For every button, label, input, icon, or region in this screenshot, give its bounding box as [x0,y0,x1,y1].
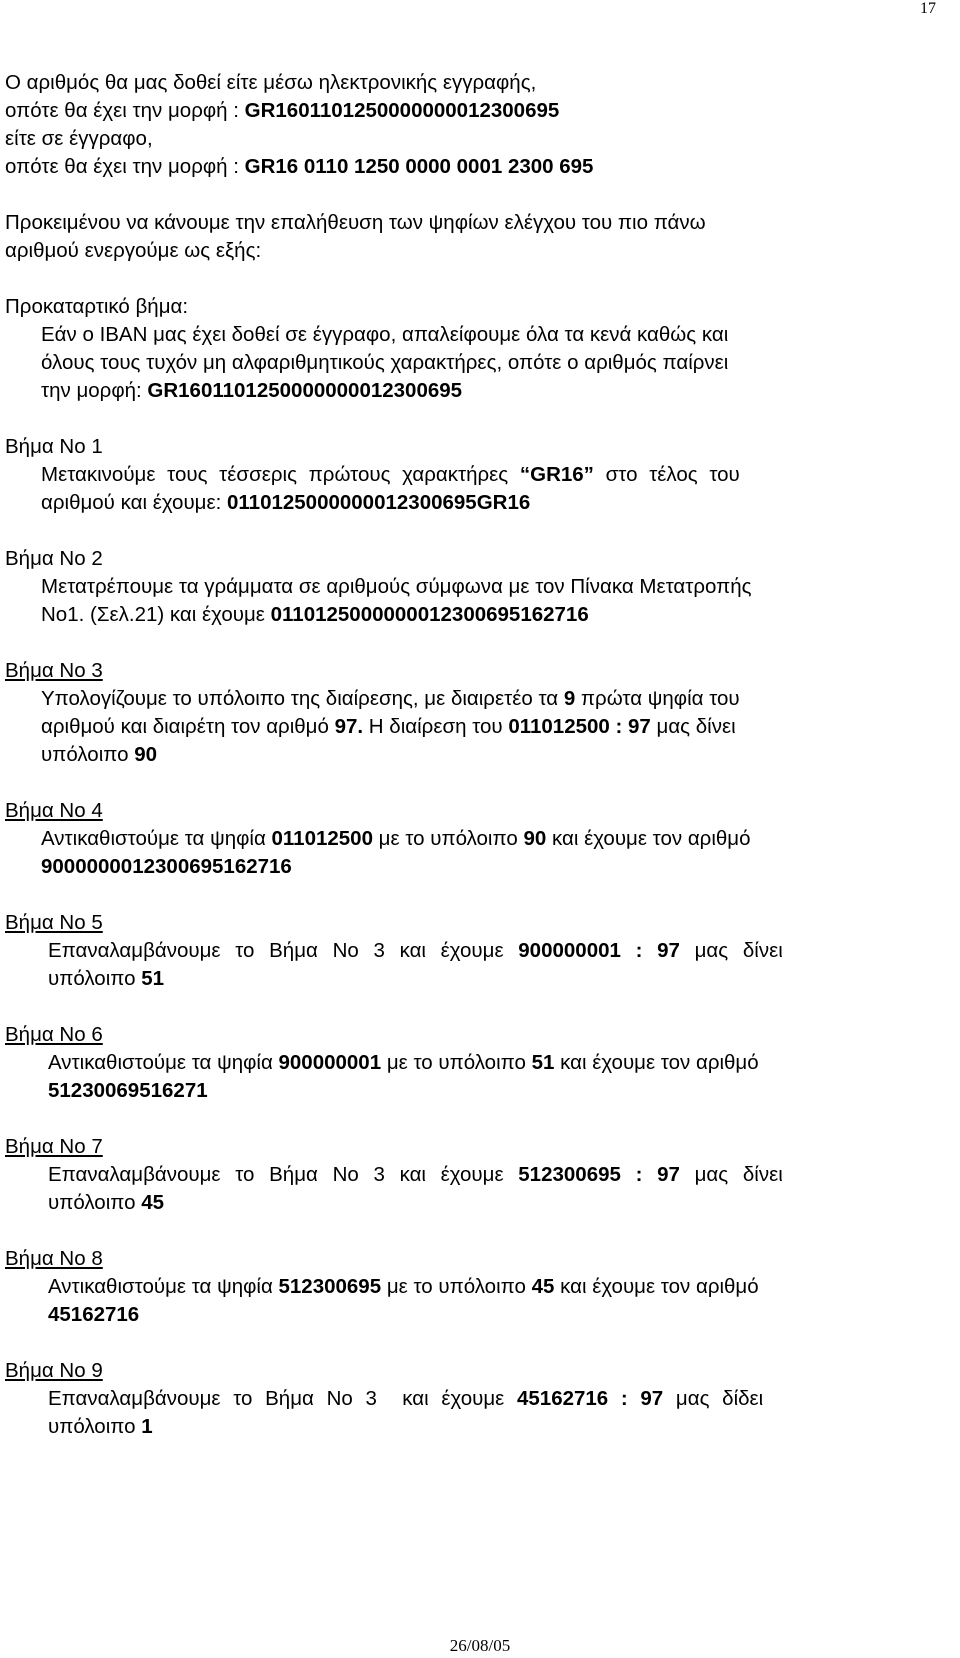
step-8-title: Βήμα Νο 8 [5,1247,103,1270]
prelim-section [5,293,910,405]
step-3-text-f: μας δίνει [650,715,736,738]
step-5-body [5,937,910,993]
step-6-line-2 [48,1077,910,1105]
step-5-section [5,909,910,993]
step-8-remainder: 45 [531,1275,555,1298]
verify-paragraph [5,209,910,265]
step-4-line-2 [41,853,910,881]
step-7-remainder: 45 [141,1191,165,1214]
step-3-division: 011012500 : 97 [508,715,651,738]
prelim-iban: GR1601101250000000012300695 [147,379,463,402]
step-3-nine: 9 [563,687,576,710]
step-7-body [5,1161,910,1217]
step-6-title: Βήμα Νο 6 [5,1023,103,1046]
step-1-body [5,461,910,517]
step-4-title: Βήμα Νο 4 [5,799,103,822]
step-5-text-a: Επαναλαμβάνουμε το Βήμα Νο 3 και έχουμε [48,939,519,962]
step-3-text-c: πρώτα ψηφία του [575,687,740,710]
step-1-section [5,433,910,517]
step-9-line-2 [48,1413,910,1441]
step-5-remainder: 51 [141,967,165,990]
step-9-remainder: 1 [141,1415,153,1438]
step-3-divisor: 97. [334,715,364,738]
step-7-remainder-label: υπόλοιπο [48,1191,142,1214]
step-4-text-c: με το υπόλοιπο [372,827,524,850]
footer-date: 26/08/05 [449,1636,511,1655]
step-9-text-a: Επαναλαμβάνουμε το Βήμα Νο 3 και έχουμε [48,1387,517,1410]
step-1-line-2 [41,489,910,517]
step-9-division: 45162716 : 97 [516,1387,664,1410]
step-6-line-1 [48,1049,910,1077]
step-8-body [5,1273,910,1329]
step-7-text-c: μας δίνει [679,1163,783,1186]
step-1-value: 0110125000000012300695GR16 [227,491,531,514]
verify-line-2: αριθμού ενεργούμε ως εξής: [5,239,262,262]
page-number: 17 [920,0,936,17]
prelim-title: Προκαταρτικό βήμα: [5,295,189,318]
step-6-digits: 900000001 [278,1051,382,1074]
prelim-line-2: όλους τους τυχόν μη αλφαριθμητικούς χαρακτήρες, οπότε ο αριθμός παίρνει [41,351,729,374]
step-6-text-e: και έχουμε τον αριθμό [554,1051,759,1074]
step-3-line-3 [41,741,910,769]
step-2-value: 0110125000000012300695162716 [270,603,589,626]
step-3-text-d: αριθμού και διαιρέτη τον αριθμό [41,715,335,738]
step-8-result: 45162716 [48,1303,140,1326]
intro-line-3: είτε σε έγγραφο, [5,127,153,150]
step-7-text-a: Επαναλαμβάνουμε το Βήμα Νο 3 και έχουμε [48,1163,519,1186]
step-4-digits: 011012500 [271,827,373,850]
step-1-gr16: “GR16” [519,463,594,486]
step-8-digits: 512300695 [278,1275,382,1298]
step-8-text-e: και έχουμε τον αριθμό [554,1275,759,1298]
step-2-line-2 [41,601,910,629]
iban-electronic: GR1601101250000000012300695 [244,99,560,122]
iban-paper: GR16 0110 1250 0000 0001 2300 695 [244,155,594,178]
step-6-text-a: Αντικαθιστούμε τα ψηφία [48,1051,279,1074]
step-6-section [5,1021,910,1105]
step-1-text-a: Μετακινούμε τους τέσσερις πρώτους χαρακτήρες [41,463,520,486]
step-7-section [5,1133,910,1217]
step-4-text-e: και έχουμε τον αριθμό [546,827,751,850]
step-4-body [5,825,910,881]
step-8-section [5,1245,910,1329]
step-9-remainder-label: υπόλοιπο [48,1415,142,1438]
step-1-line-1 [41,461,910,489]
step-2-line-1: Μετατρέπουμε τα γράμματα σε αριθμούς σύμφωνα με τον Πίνακα Μετατροπής [41,575,752,598]
step-6-result: 51230069516271 [48,1079,208,1102]
step-5-division: 900000001 : 97 [518,939,680,962]
step-3-line-1 [41,685,910,713]
step-8-line-1 [48,1273,910,1301]
step-7-line-1 [48,1161,910,1189]
step-2-line-2-prefix: Νο1. (Σελ.21) και έχουμε [41,603,271,626]
step-7-line-2 [48,1189,910,1217]
step-4-text-a: Αντικαθιστούμε τα ψηφία [41,827,272,850]
prelim-line-3 [41,377,910,405]
step-8-text-c: με το υπόλοιπο [381,1275,532,1298]
step-3-line-2 [41,713,910,741]
step-9-body [5,1385,910,1441]
intro-line-4-prefix: οπότε θα έχει την μορφή : [5,155,245,178]
step-3-title: Βήμα Νο 3 [5,659,103,682]
step-5-line-2 [48,965,910,993]
step-2-body [5,573,910,629]
step-3-remainder-label: υπόλοιπο [41,743,135,766]
step-9-title: Βήμα Νο 9 [5,1359,103,1382]
intro-paragraph [5,69,910,181]
intro-line-2 [5,97,910,125]
step-1-line-2-prefix: αριθμού και έχουμε: [41,491,227,514]
step-3-section [5,657,910,769]
step-6-body [5,1049,910,1105]
step-6-text-c: με το υπόλοιπο [381,1051,532,1074]
step-8-line-2 [48,1301,910,1329]
prelim-line-1: Εάν ο IBAN μας έχει δοθεί σε έγγραφο, απαλείφουμε όλα τα κενά καθώς και [41,323,729,346]
step-9-text-c: μας δίδει [663,1387,764,1410]
step-5-remainder-label: υπόλοιπο [48,967,142,990]
step-6-remainder: 51 [531,1051,555,1074]
verify-line-1: Προκειμένου να κάνουμε την επαλήθευση των ψηφίων ελέγχου του πιο πάνω [5,211,706,234]
intro-line-4 [5,153,910,181]
step-2-section [5,545,910,629]
step-5-line-1 [48,937,910,965]
document-body [5,69,910,1441]
step-7-division: 512300695 : 97 [518,1163,680,1186]
step-3-body [5,685,910,769]
step-4-line-1 [41,825,910,853]
step-5-text-c: μας δίνει [679,939,783,962]
step-4-section [5,797,910,881]
step-3-text-a: Υπολογίζουμε το υπόλοιπο της διαίρεσης, με διαιρετέο τα [41,687,564,710]
step-9-section [5,1357,910,1441]
step-4-remainder: 90 [523,827,547,850]
step-1-title: Βήμα Νο 1 [5,435,103,458]
step-7-title: Βήμα Νο 7 [5,1135,103,1158]
intro-line-2-prefix: οπότε θα έχει την μορφή : [5,99,245,122]
step-5-title: Βήμα Νο 5 [5,911,103,934]
step-9-line-1 [48,1385,910,1413]
step-1-text-c: στο τέλος του [593,463,740,486]
prelim-line-3-prefix: την μορφή: [41,379,148,402]
step-3-text-e: Η διαίρεση του [363,715,509,738]
step-3-remainder: 90 [134,743,158,766]
step-8-text-a: Αντικαθιστούμε τα ψηφία [48,1275,279,1298]
intro-line-1: Ο αριθμός θα μας δοθεί είτε μέσω ηλεκτρονικής εγγραφής, [5,71,537,94]
step-4-result: 9000000012300695162716 [41,855,292,878]
prelim-body [5,321,910,405]
step-2-title: Βήμα Νο 2 [5,547,103,570]
